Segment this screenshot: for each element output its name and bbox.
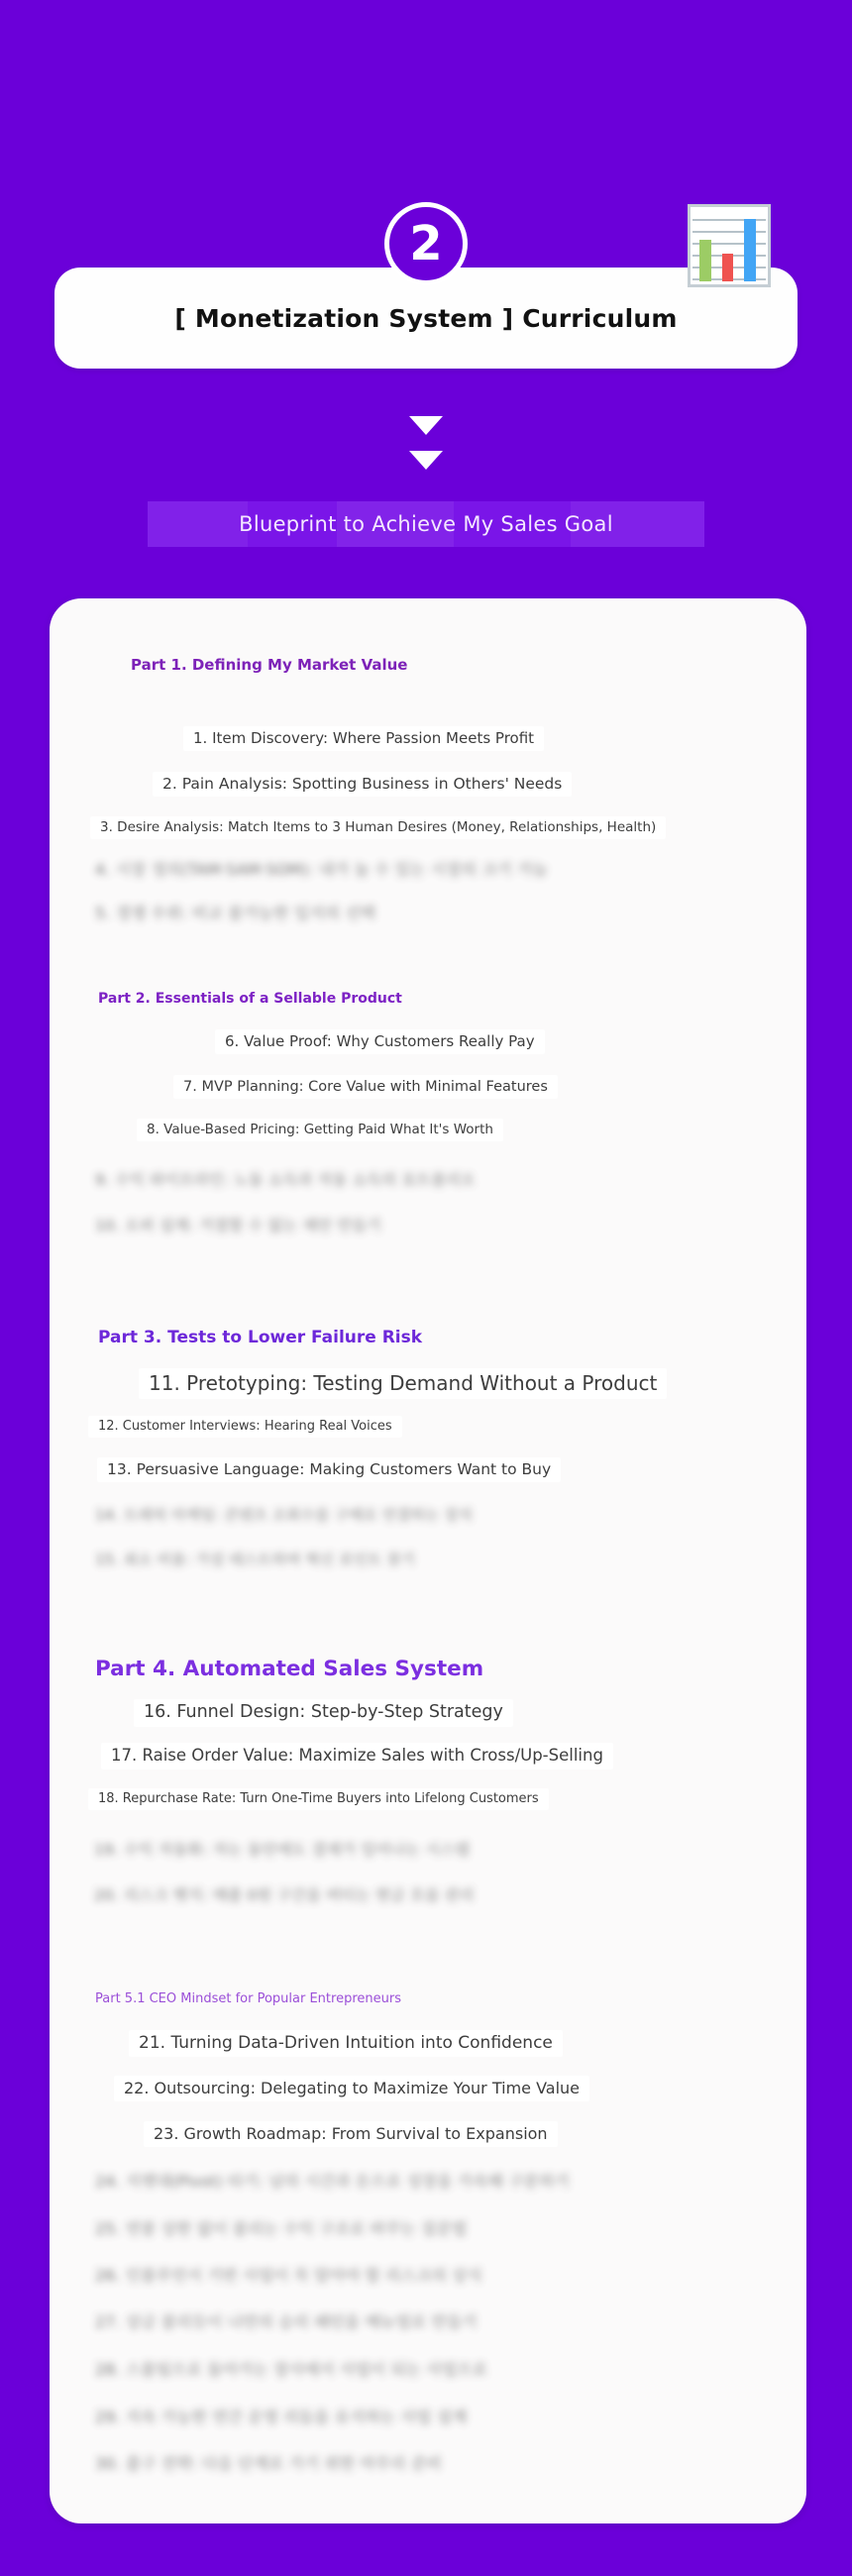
curriculum-item: 7. MVP Planning: Core Value with Minimal Features (173, 1075, 558, 1099)
down-arrow-icon (409, 416, 443, 435)
curriculum-item: 3. Desire Analysis: Match Items to 3 Human Desires (Money, Relationships, Health) (90, 816, 666, 839)
curriculum-item: 22. Outsourcing: Delegating to Maximize Your Time Value (114, 2076, 589, 2101)
curriculum-item: 18. Repurchase Rate: Turn One-Time Buyers into Lifelong Customers (88, 1788, 549, 1810)
curriculum-item: 20. 리스크 헷지: 매출 0원 구간을 버티는 현금 흐름 관리 (94, 1886, 475, 1904)
curriculum-item: 12. Customer Interviews: Hearing Real Voices (88, 1416, 402, 1438)
curriculum-item: 4. 시장 정의(TAM·SAM·SOM): 내가 놀 수 있는 시장의 크기 가늠 (95, 860, 548, 879)
curriculum-item: 23. Growth Roadmap: From Survival to Expansion (144, 2121, 558, 2147)
curriculum-item: 1. Item Discovery: Where Passion Meets Profit (183, 726, 544, 751)
step-number: 2 (409, 216, 443, 271)
part-heading: Part 5.1 CEO Mindset for Popular Entrepreneurs (95, 1991, 401, 2006)
curriculum-item: 13. Persuasive Language: Making Customers Want to Buy (97, 1457, 561, 1482)
curriculum-item: 14. 트래픽 마케팅: 콘텐츠 조회수를 구매로 연결하는 장치 (95, 1506, 474, 1524)
curriculum-card (50, 598, 806, 2523)
curriculum-item: 6. Value Proof: Why Customers Really Pay (215, 1029, 545, 1054)
bar-chart-icon-svg (688, 204, 771, 287)
curriculum-item: 29. 지속 가능한 연간 운영 리듬을 유지하는 사업 설계 (95, 2408, 468, 2426)
down-arrow-icon (409, 451, 443, 470)
curriculum-item: 17. Raise Order Value: Maximize Sales with Cross/Up-Selling (101, 1743, 613, 1770)
curriculum-item: 15. 최소 비용: 가설 테스트하며 혁신 포인트 찾기 (95, 1551, 416, 1568)
curriculum-item: 10. 오퍼 설계: 거절할 수 없는 제안 만들기 (95, 1217, 381, 1234)
curriculum-item: 30. 출구 전략: 다음 단계로 가기 위한 마무리 준비 (95, 2454, 442, 2473)
bar-chart-icon (688, 204, 771, 287)
part-heading: Part 1. Defining My Market Value (131, 656, 408, 674)
step-number-badge (384, 202, 468, 285)
curriculum-item: 9. 수익 파이프라인: 노동 소득과 자동 소득의 포트폴리오 (95, 1171, 476, 1189)
curriculum-item: 5. 경쟁 우위: 비교 불가능한 입지의 선택 (95, 904, 376, 922)
curriculum-item: 28. 스몰팀으로 돌아가는 장사에서 사업이 되는 사업으로 (95, 2360, 487, 2379)
curriculum-item: 16. Funnel Design: Step-by-Step Strategy (134, 1699, 513, 1727)
curriculum-item: 27. 상금 불리듯이 나만의 승리 패턴을 메뉴얼로 만들기 (95, 2312, 478, 2331)
part-heading: Part 2. Essentials of a Sellable Product (98, 991, 402, 1007)
curriculum-item: 11. Pretotyping: Testing Demand Without a Product (139, 1368, 667, 1399)
subtitle-banner (148, 501, 704, 547)
curriculum-item: 25. 연봉 상한 없이 불리는 수익 구조로 바꾸는 질문법 (95, 2219, 468, 2238)
curriculum-item: 19. 수익 자동화: 자는 동안에도 결제가 일어나는 시스템 (94, 1841, 470, 1859)
part-heading: Part 3. Tests to Lower Failure Risk (98, 1328, 423, 1347)
curriculum-item: 26. 인플루언서 기반 사업이 꼭 알아야 할 리스크의 상식 (95, 2266, 482, 2285)
part-heading: Part 4. Automated Sales System (95, 1657, 484, 1681)
subtitle-text: Blueprint to Achieve My Sales Goal (239, 512, 613, 536)
page-title: [ Monetization System ] Curriculum (174, 303, 678, 333)
curriculum-item: 21. Turning Data-Driven Intuition into Confidence (129, 2030, 563, 2057)
curriculum-item: 2. Pain Analysis: Spotting Business in Others' Needs (153, 772, 572, 797)
curriculum-item: 24. 지렛대(Pivot) 타기: 남의 시간과 돈으로 성장을 가속해 구분하기 (95, 2172, 570, 2191)
curriculum-item: 8. Value-Based Pricing: Getting Paid What It's Worth (137, 1119, 503, 1141)
